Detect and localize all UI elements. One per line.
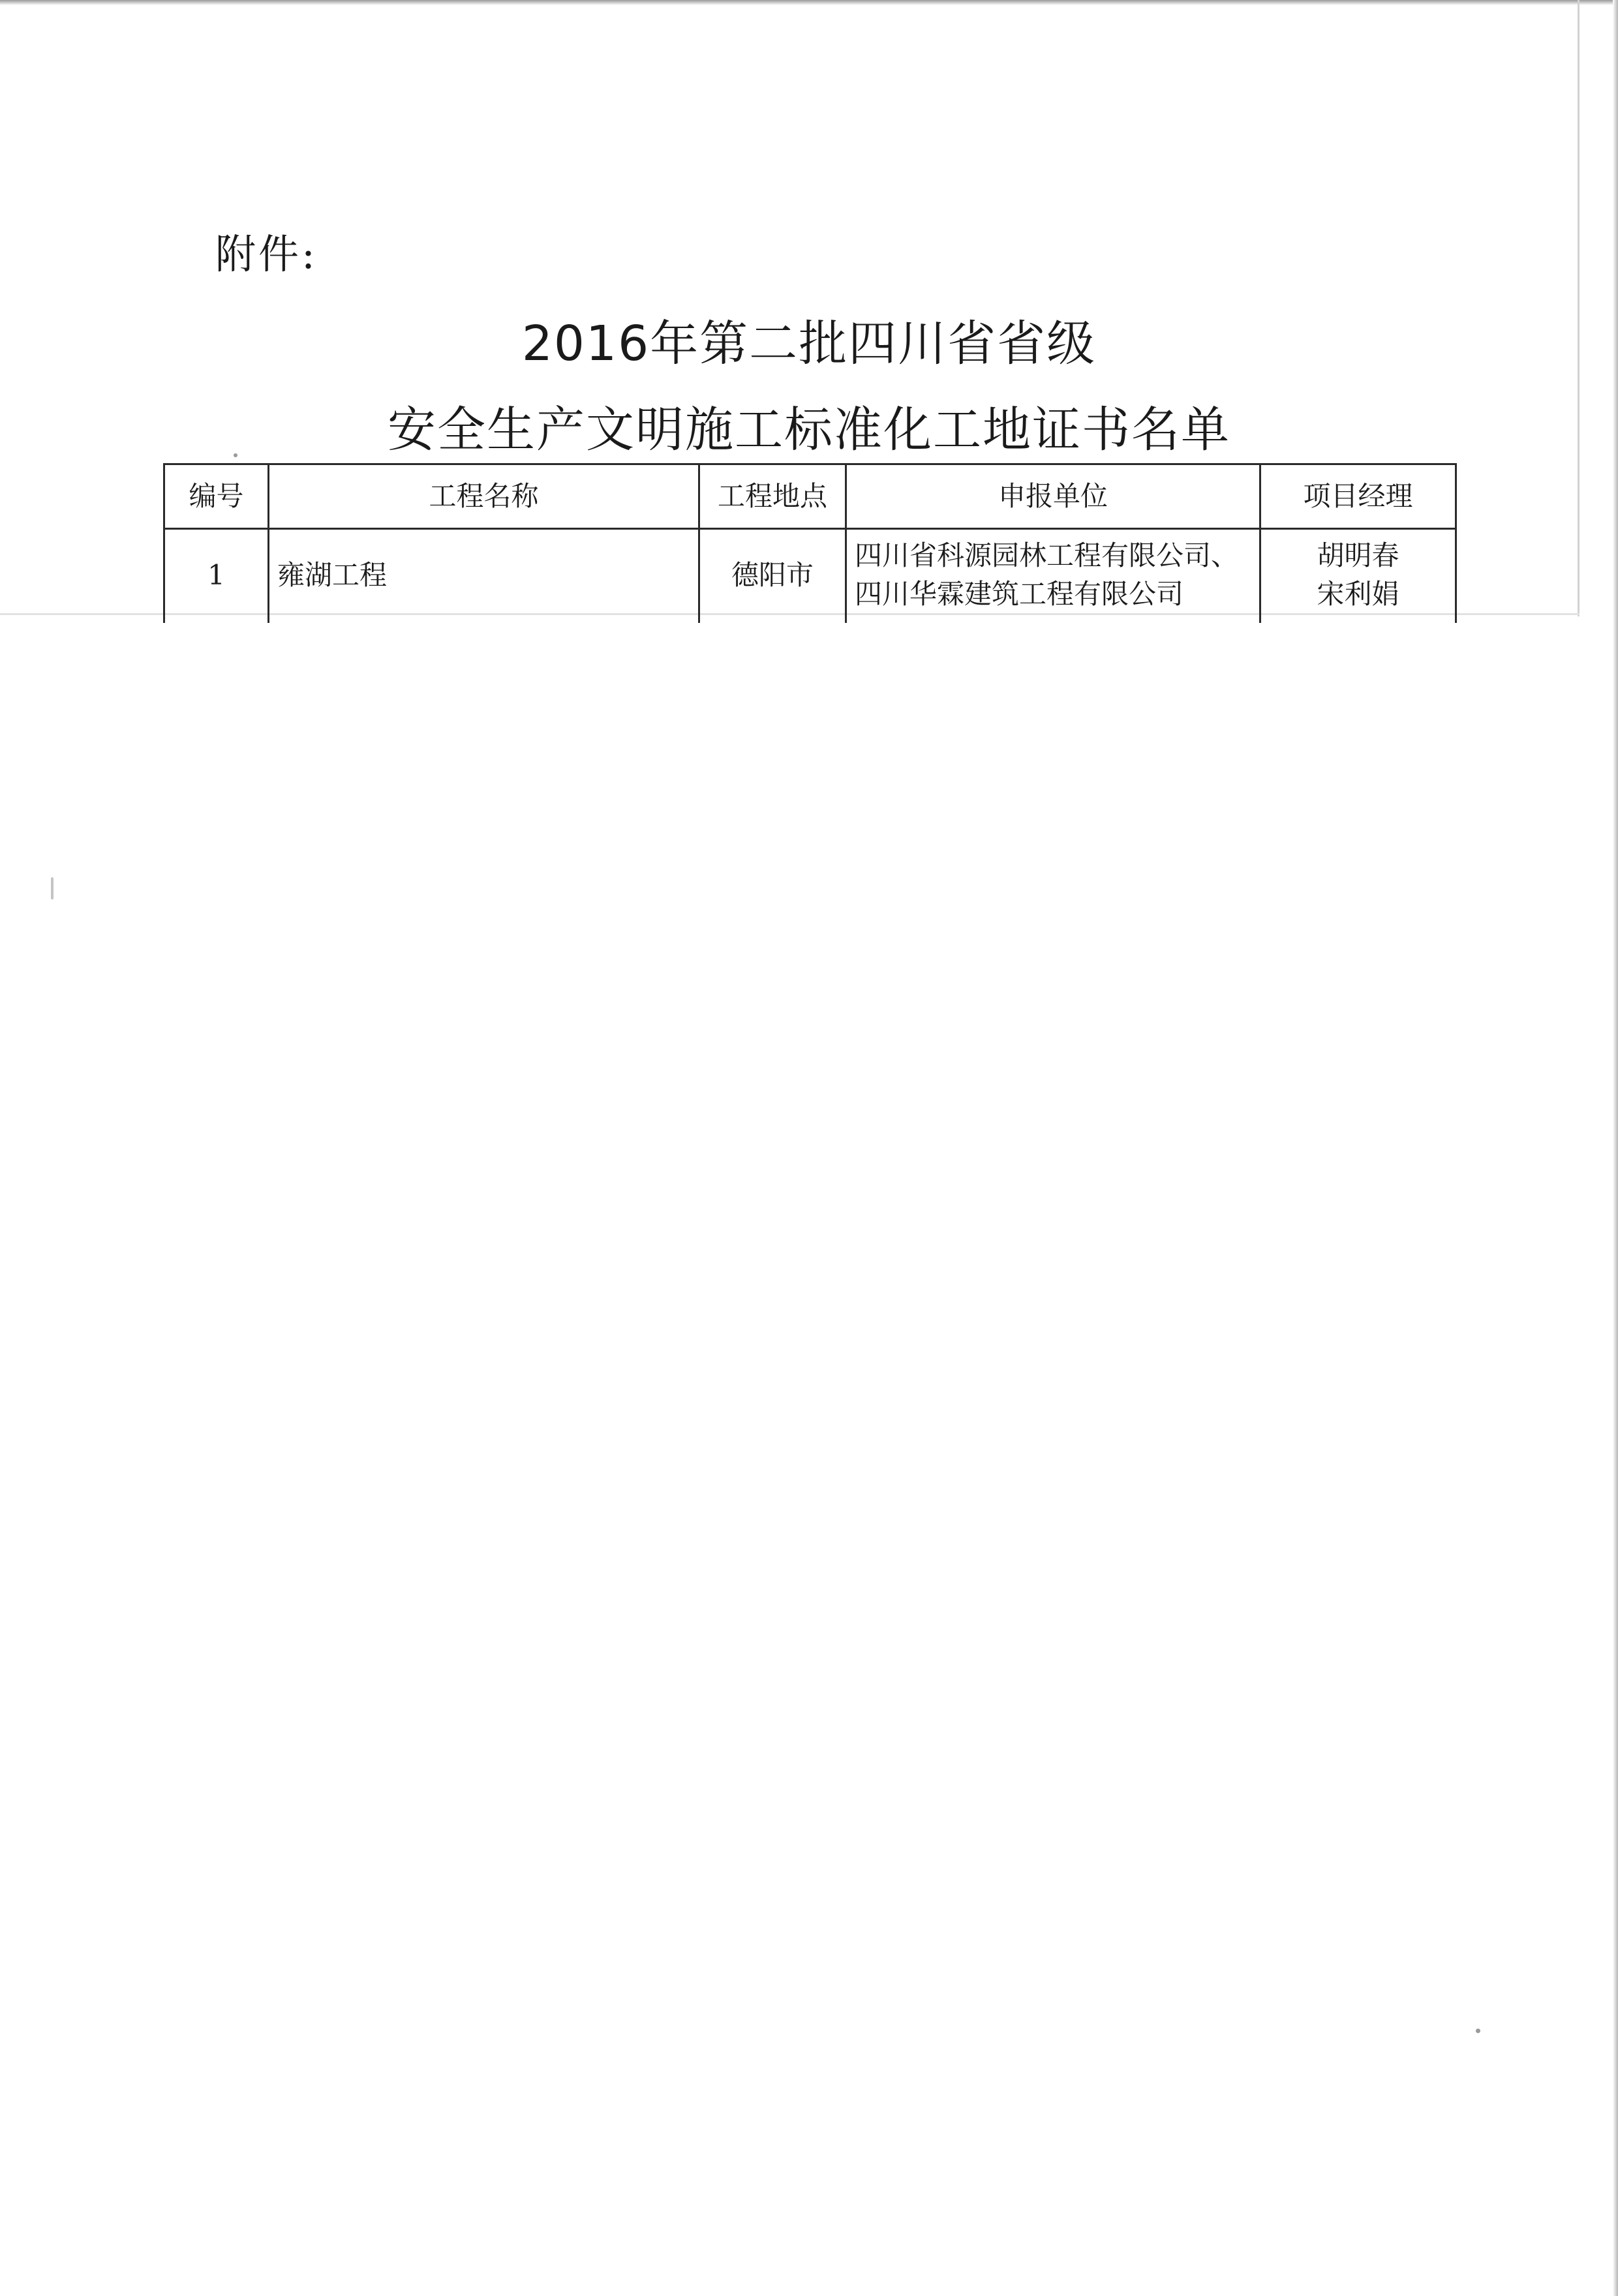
cell-manager — [1260, 529, 1456, 622]
header-manager: 项目经理 — [1260, 464, 1456, 529]
scan-speck — [1476, 2029, 1480, 2033]
applicant-line-1: 四川省科源园林工程有限公司、 — [855, 539, 1239, 572]
header-project-name: 工程名称 — [269, 464, 699, 529]
scan-speck — [234, 453, 237, 457]
document-title-line-1: 2016年第二批四川省省级 — [521, 316, 1097, 372]
header-number: 编号 — [164, 464, 269, 529]
certificate-list-table — [163, 463, 1457, 623]
header-location: 工程地点 — [699, 464, 846, 529]
manager-line-2: 宋利娟 — [1317, 578, 1399, 610]
scan-speck — [51, 877, 53, 899]
cell-project-name: 雍湖工程 — [269, 529, 699, 622]
attachment-label: 附件: — [215, 230, 318, 278]
table-header-row — [164, 464, 1456, 529]
scan-top-edge — [0, 0, 1618, 5]
applicant-line-2: 四川华霖建筑工程有限公司 — [855, 578, 1184, 610]
document-title-line-2: 安全生产文明施工标准化工地证书名单 — [388, 402, 1230, 458]
header-applicant: 申报单位 — [846, 464, 1260, 529]
manager-line-1: 胡明春 — [1317, 539, 1399, 572]
cell-number: 1 — [164, 529, 269, 622]
table-row — [164, 529, 1456, 622]
cell-applicant — [846, 529, 1260, 622]
cell-location: 德阳市 — [699, 529, 846, 622]
